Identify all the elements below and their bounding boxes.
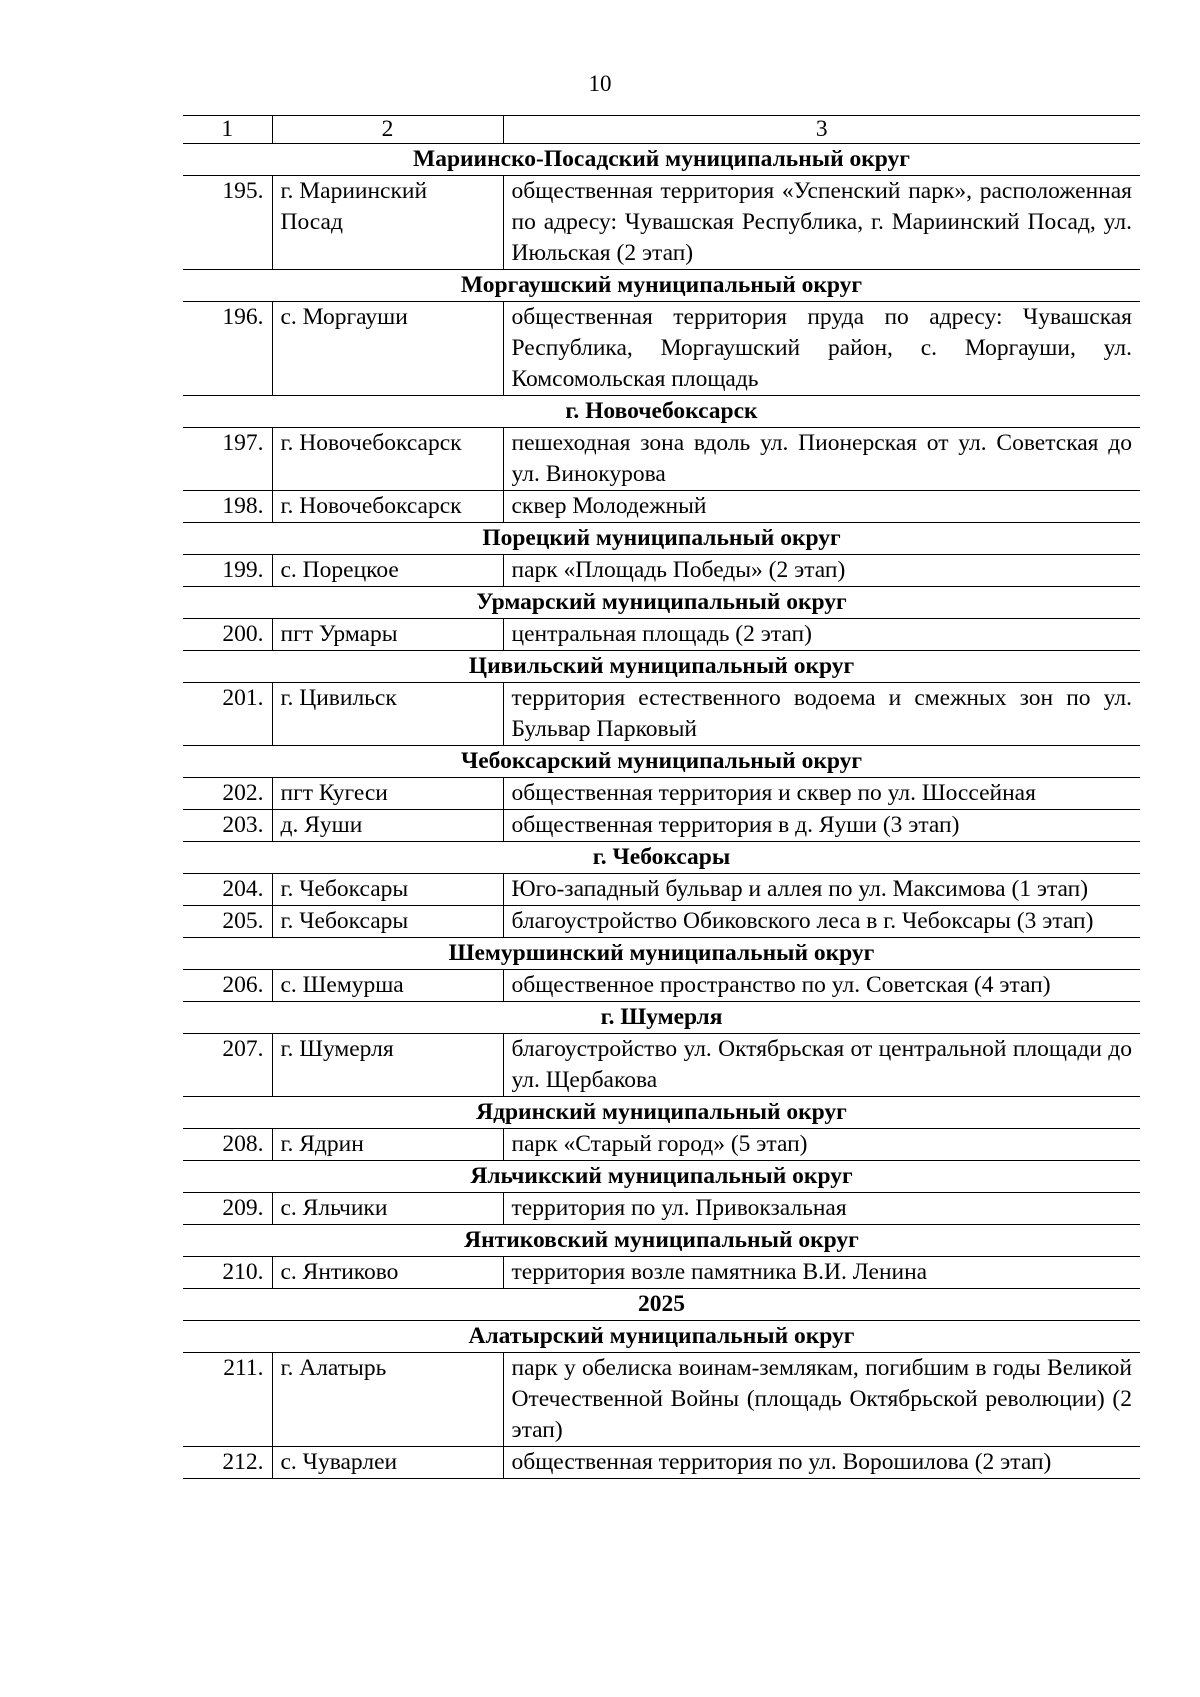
- row-number: 207.: [183, 1034, 272, 1097]
- row-locality: с. Чуварлеи: [272, 1447, 503, 1479]
- section-header-row: [183, 396, 1140, 428]
- row-locality: с. Яльчики: [272, 1193, 503, 1225]
- row-locality: с. Порецкое: [272, 555, 503, 587]
- row-description: территория по ул. Привокзальная: [503, 1193, 1140, 1225]
- row-number: 200.: [183, 619, 272, 651]
- row-locality: с. Шемурша: [272, 970, 503, 1002]
- row-description: Юго-западный бульвар и аллея по ул. Максимова (1 этап): [503, 874, 1140, 906]
- section-header-row: [183, 270, 1140, 302]
- table-row: [183, 1129, 1140, 1161]
- row-locality: г. Мариинский Посад: [272, 176, 503, 270]
- table-body: [183, 116, 1140, 1479]
- table-header-row: [183, 116, 1140, 144]
- table-row: [183, 970, 1140, 1002]
- table-row: [183, 906, 1140, 938]
- table-row: [183, 810, 1140, 842]
- row-description: территория возле памятника В.И. Ленина: [503, 1257, 1140, 1289]
- section-title: г. Новочебоксарск: [183, 396, 1140, 428]
- section-header-row: [183, 842, 1140, 874]
- column-header-description: 3: [503, 116, 1140, 144]
- column-header-locality: 2: [272, 116, 503, 144]
- section-title: Моргаушский муниципальный округ: [183, 270, 1140, 302]
- row-number: 204.: [183, 874, 272, 906]
- section-title: Урмарский муниципальный округ: [183, 587, 1140, 619]
- row-locality: г. Ядрин: [272, 1129, 503, 1161]
- section-header-row: [183, 746, 1140, 778]
- section-title: Ядринский муниципальный округ: [183, 1097, 1140, 1129]
- section-header-row: [183, 651, 1140, 683]
- row-number: 197.: [183, 428, 272, 491]
- column-header-number: 1: [183, 116, 272, 144]
- section-title: 2025: [183, 1289, 1140, 1321]
- table-row: [183, 683, 1140, 746]
- row-number: 201.: [183, 683, 272, 746]
- row-locality: г. Чебоксары: [272, 874, 503, 906]
- row-description: парк у обелиска воинам-землякам, погибшим в годы Великой Отечественной Войны (площадь Октябрьской революции) (2 этап): [503, 1353, 1140, 1447]
- row-number: 203.: [183, 810, 272, 842]
- row-description: территория естественного водоема и смежных зон по ул. Бульвар Парковый: [503, 683, 1140, 746]
- section-header-row: [183, 1225, 1140, 1257]
- section-title: Янтиковский муниципальный округ: [183, 1225, 1140, 1257]
- section-title: Порецкий муниципальный округ: [183, 523, 1140, 555]
- section-header-row: [183, 938, 1140, 970]
- row-number: 205.: [183, 906, 272, 938]
- row-number: 202.: [183, 778, 272, 810]
- row-number: 211.: [183, 1353, 272, 1447]
- row-number: 208.: [183, 1129, 272, 1161]
- row-number: 210.: [183, 1257, 272, 1289]
- row-number: 199.: [183, 555, 272, 587]
- row-description: общественное пространство по ул. Советская (4 этап): [503, 970, 1140, 1002]
- row-description: общественная территория и сквер по ул. Шоссейная: [503, 778, 1140, 810]
- row-number: 206.: [183, 970, 272, 1002]
- table-row: [183, 176, 1140, 270]
- table-row: [183, 1034, 1140, 1097]
- row-locality: г. Новочебоксарск: [272, 491, 503, 523]
- row-description: общественная территория «Успенский парк», расположенная по адресу: Чувашская Республика, г. Мариинский Посад, ул. Июльская (2 этап): [503, 176, 1140, 270]
- section-title: Яльчикский муниципальный округ: [183, 1161, 1140, 1193]
- section-title: Чебоксарский муниципальный округ: [183, 746, 1140, 778]
- row-locality: г. Шумерля: [272, 1034, 503, 1097]
- section-header-row: [183, 144, 1140, 176]
- row-description: парк «Площадь Победы» (2 этап): [503, 555, 1140, 587]
- row-description: общественная территория по ул. Ворошилова (2 этап): [503, 1447, 1140, 1479]
- table-row: [183, 428, 1140, 491]
- section-title: Мариинско-Посадский муниципальный округ: [183, 144, 1140, 176]
- objects-table: [183, 115, 1140, 1479]
- row-locality: г. Чебоксары: [272, 906, 503, 938]
- row-locality: г. Алатырь: [272, 1353, 503, 1447]
- page-number: 10: [588, 71, 612, 96]
- row-locality: с. Янтиково: [272, 1257, 503, 1289]
- row-description: сквер Молодежный: [503, 491, 1140, 523]
- row-description: благоустройство ул. Октябрьская от центральной площади до ул. Щербакова: [503, 1034, 1140, 1097]
- section-header-row: [183, 1321, 1140, 1353]
- table-row: [183, 555, 1140, 587]
- row-locality: д. Яуши: [272, 810, 503, 842]
- section-header-row: [183, 587, 1140, 619]
- row-locality: г. Новочебоксарск: [272, 428, 503, 491]
- table-row: [183, 778, 1140, 810]
- row-number: 212.: [183, 1447, 272, 1479]
- section-header-row: [183, 1289, 1140, 1321]
- section-title: Шемуршинский муниципальный округ: [183, 938, 1140, 970]
- table-row: [183, 1353, 1140, 1447]
- section-header-row: [183, 1002, 1140, 1034]
- table-row: [183, 874, 1140, 906]
- table-row: [183, 302, 1140, 396]
- row-description: общественная территория в д. Яуши (3 этап): [503, 810, 1140, 842]
- row-locality: с. Моргауши: [272, 302, 503, 396]
- section-header-row: [183, 1097, 1140, 1129]
- section-title: г. Чебоксары: [183, 842, 1140, 874]
- row-number: 209.: [183, 1193, 272, 1225]
- row-description: общественная территория пруда по адресу: Чувашская Республика, Моргаушский район, с. Моргауши, ул. Комсомольская площадь: [503, 302, 1140, 396]
- table-row: [183, 619, 1140, 651]
- table-row: [183, 1193, 1140, 1225]
- table-row: [183, 1447, 1140, 1479]
- row-number: 195.: [183, 176, 272, 270]
- section-title: Алатырский муниципальный округ: [183, 1321, 1140, 1353]
- row-number: 196.: [183, 302, 272, 396]
- row-description: пешеходная зона вдоль ул. Пионерская от ул. Советская до ул. Винокурова: [503, 428, 1140, 491]
- row-locality: пгт Кугеси: [272, 778, 503, 810]
- row-description: центральная площадь (2 этап): [503, 619, 1140, 651]
- row-description: благоустройство Обиковского леса в г. Чебоксары (3 этап): [503, 906, 1140, 938]
- section-title: Цивильский муниципальный округ: [183, 651, 1140, 683]
- section-header-row: [183, 523, 1140, 555]
- section-header-row: [183, 1161, 1140, 1193]
- table-row: [183, 1257, 1140, 1289]
- row-description: парк «Старый город» (5 этап): [503, 1129, 1140, 1161]
- row-locality: г. Цивильск: [272, 683, 503, 746]
- row-number: 198.: [183, 491, 272, 523]
- row-locality: пгт Урмары: [272, 619, 503, 651]
- table-row: [183, 491, 1140, 523]
- section-title: г. Шумерля: [183, 1002, 1140, 1034]
